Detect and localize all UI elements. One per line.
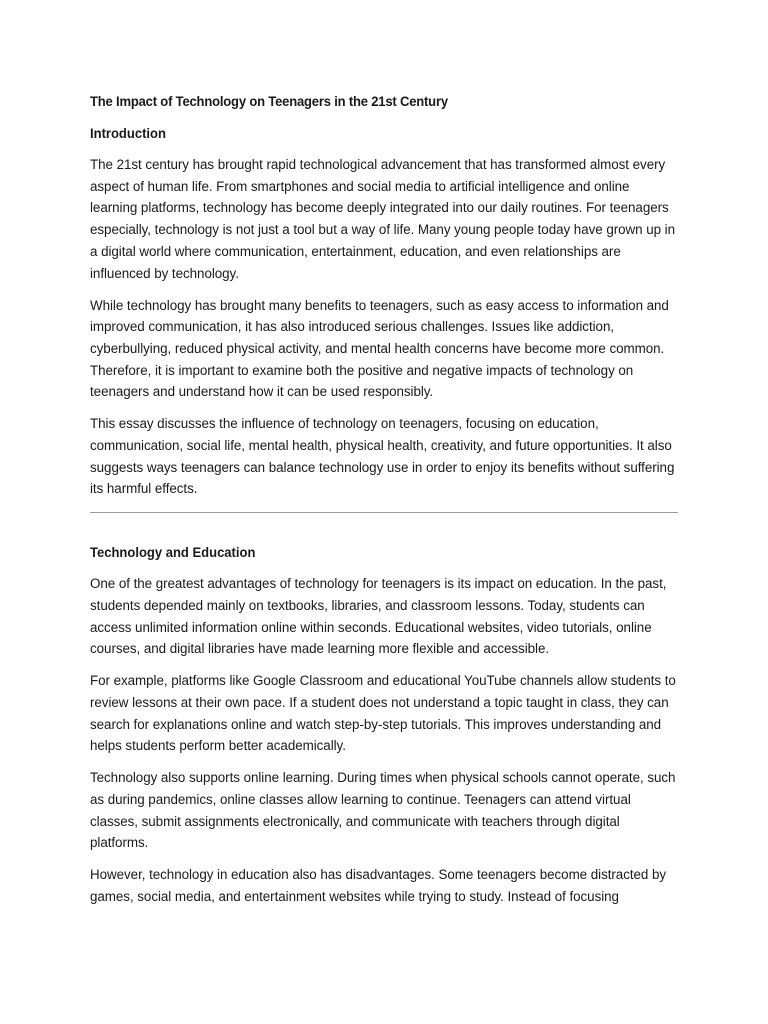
paragraph: However, technology in education also has disadvantages. Some teenagers become distracted by games, social media, and entertainment websites while trying to study. Instead of focusing [90,867,667,905]
paragraph: The 21st century has brought rapid technological advancement that has transformed almost every aspect of human life. From smartphones and social media to artificial intelligence and online learning platforms, technology has become deeply integrated into our daily routines. For teenagers especially, technology is not just a tool but a way of life. Many young people today have grown up in a digital world where communication, entertainment, education, and even relationships are influenced by technology. [90,157,675,281]
document-title: The Impact of Technology on Teenagers in the 21st Century [90,93,448,109]
paragraph: Technology also supports online learning. During times when physical schools cannot operate, such as during pandemics, online classes allow learning to continue. Teenagers can attend virtual classes, submit assignments electronically, and communicate with teachers through digital platforms. [90,770,676,851]
section-technology-and-education [90,541,680,908]
section-heading-technology-and-education: Technology and Education [90,544,256,561]
paragraph: This essay discusses the influence of technology on teenagers, focusing on education, communication, social life, mental health, physical health, creativity, and future opportunities. It also suggests ways teenagers can balance technology use in order to enjoy its benefits without suffering its harmful effects. [90,416,675,497]
document-page [90,90,680,918]
section-heading-introduction: Introduction [90,125,166,141]
section-divider [90,512,678,513]
paragraph: While technology has brought many benefits to teenagers, such as easy access to information and improved communication, it has also introduced serious challenges. Issues like addiction, cyberbullying, reduced physical activity, and mental health concerns have become more common. Therefore, it is important to examine both the positive and negative impacts of technology on teenagers and understand how it can be used responsibly. [90,297,669,400]
paragraph: For example, platforms like Google Classroom and educational YouTube channels allow students to review lessons at their own pace. If a student does not understand a topic taught in class, they can search for explanations online and watch step-by-step tutorials. This improves understanding and helps students perform better academically. [90,673,676,754]
section-introduction [90,122,680,500]
paragraph: One of the greatest advantages of technology for teenagers is its impact on education. In the past, students depended mainly on textbooks, libraries, and classroom lessons. Today, students can access unlimited information online within seconds. Educational websites, video tutorials, online courses, and digital libraries have made learning more flexible and accessible. [90,576,667,657]
